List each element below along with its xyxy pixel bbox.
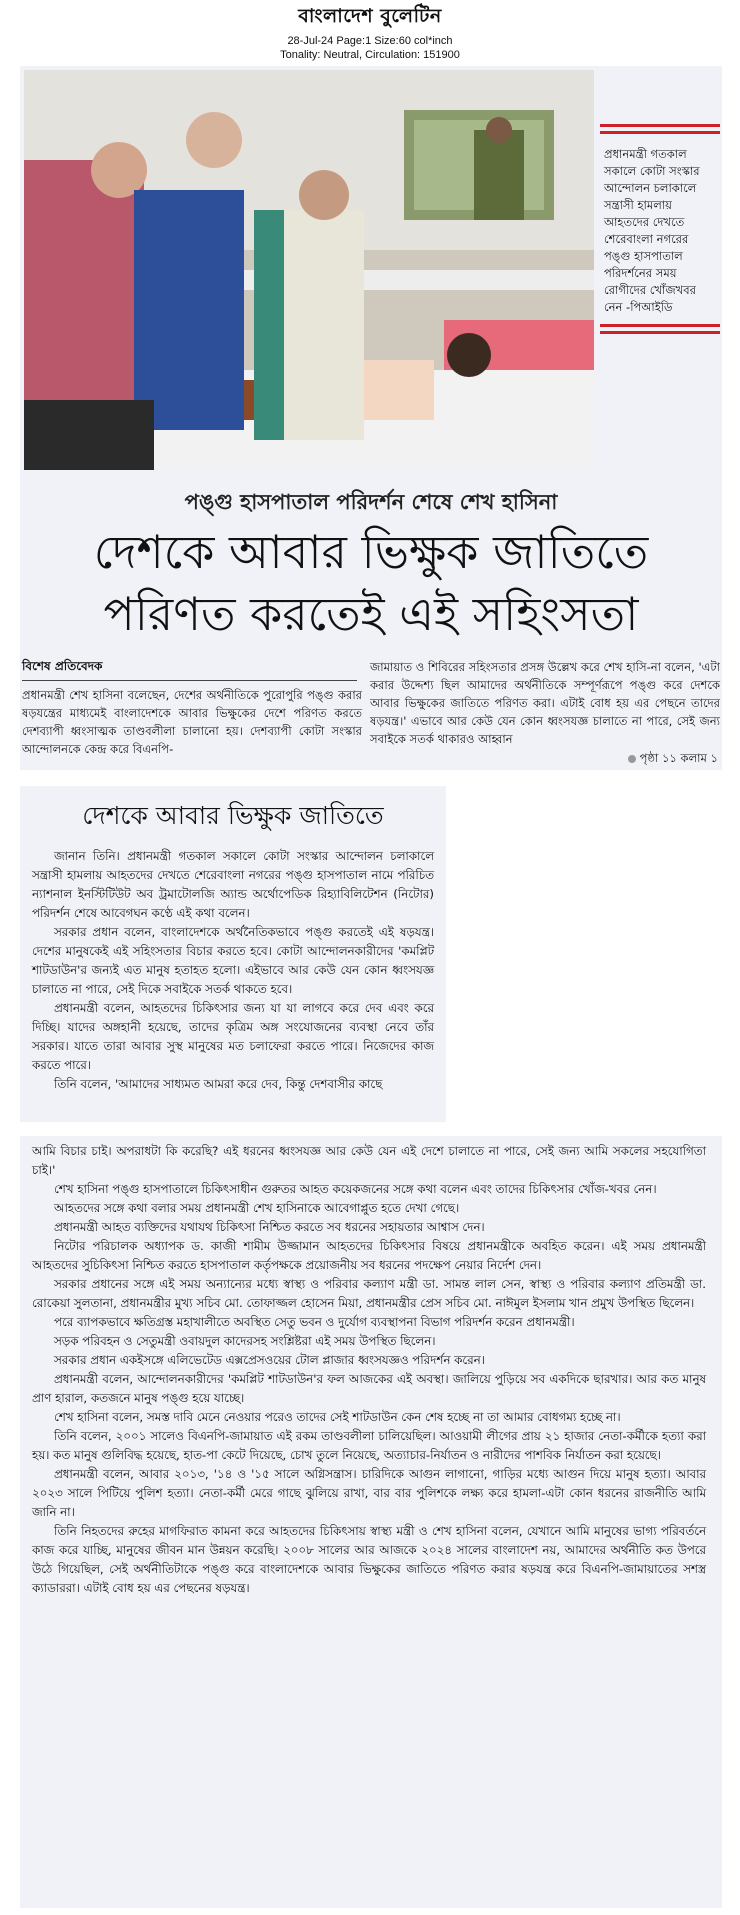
body-paragraph: আমি বিচার চাই। অপরাধটা কি করেছি? এই ধরনের ধ্বংসযজ্ঞ আর কেউ যেন এই দেশে চালাতে না পারে, সেই জন্য আমি সকলের সহযোগিতা চাই।' xyxy=(32,1144,706,1177)
body-paragraph: সরকার প্রধান একইসঙ্গে এলিভেটেড এক্সপ্রেসওয়ের টোল প্লাজার ধ্বংসযজ্ঞও পরিদর্শন করেন। xyxy=(54,1353,485,1367)
jump-body-continued xyxy=(20,1136,722,1598)
newspaper-logo: বাংলাদেশ বুলেটিন xyxy=(298,5,442,27)
photo-caption: প্রধানমন্ত্রী গতকাল সকালে কোটা সংস্কার আন্দোলন চলাকালে সন্ত্রাসী হামলায় আহতদের দেখতে শেরেবাংলা নগরের পঙ্গু হাসপাতাল পরিদর্শনের সময় রোগীদের খোঁজখবর নেন -পিআইডি xyxy=(604,147,700,314)
caption-rule xyxy=(600,124,720,127)
body-paragraph: পরে ব্যাপকভাবে ক্ষতিগ্রস্ত মহাখালীতে অবস্থিত সেতু ভবন ও দুর্যোগ ব্যবস্থাপনা বিভাগ পরিদর্শন করেন প্রধানমন্ত্রী। xyxy=(54,1315,575,1329)
headline-line: দেশকে আবার ভিক্ষুক জাতিতে xyxy=(93,525,649,579)
body-paragraph: সরকার প্রধানের সঙ্গে এই সময় অন্যান্যের মধ্যে স্বাস্থ্য ও পরিবার কল্যাণ মন্ত্রী ডা. সামন্ত লাল সেন, স্বাস্থ্য ও পরিবার কল্যাণ প্রতিমন্ত্রী ডা. রোকেয়া সুলতানা, প্রধানমন্ত্রীর মুখ্য সচিব মো. তোফাজ্জল হোসেন মিয়া, প্রধানমন্ত্রীর প্রেস সচিব মো. নাঈমুল ইসলাম খান প্রমুখ উপস্থিত ছিলেন। xyxy=(32,1277,706,1310)
lede-paragraph: প্রধানমন্ত্রী শেখ হাসিনা বলেছেন, দেশের অর্থনীতিকে পুরোপুরি পঙ্গু করার ষড়যন্ত্রের মাধ্যমেই বাংলাদেশকে আবার ভিক্ষুকের দেশে পরিণত করতে দেশব্যাপী ধ্বংসাত্মক তাণ্ডবলীলা চালানো হয়। দেশব্যাপী কোটা সংস্কার আন্দোলনকে কেন্দ্র করে বিএনপি- xyxy=(22,688,362,756)
body-paragraph: প্রধানমন্ত্রী বলেন, আহতদের চিকিৎসার জন্য যা যা লাগবে করে দেব এবং করে দিচ্ছি। যাদের অঙ্গহানী হয়েছে, তাদের কৃত্রিম অঙ্গ সংযোজনের ব্যবস্থা নেবে তাঁর সরকার। যাতে তারা আবার সুস্থ মানুষের মত চলাফেরা করতে পারে। নিজেদের কাজ করতে পারে। xyxy=(32,1001,434,1072)
body-paragraph: শেখ হাসিনা পঙ্গু হাসপাতালে চিকিৎসাধীন গুরুতর আহত কয়েকজনের সঙ্গে কথা বলেন এবং তাদের চিকিৎসার খোঁজ-খবর নেন। xyxy=(54,1182,657,1196)
caption-rule xyxy=(600,331,720,334)
headline-kicker: পঙ্গু হাসপাতাল পরিদর্শন শেষে শেখ হাসিনা xyxy=(184,490,558,514)
byline: বিশেষ প্রতিবেদক xyxy=(22,658,357,681)
body-paragraph: তিনি বলেন, ২০০১ সালেও বিএনপি-জামায়াত এই রকম তাণ্ডবলীলা চালিয়েছিল। আওয়ামী লীগের প্রায় ২১ হাজার নেতা-কর্মীকে হত্যা করা হয়। কত মানুষ গুলিবিদ্ধ হয়েছে, হাত-পা কেটে দিয়েছে, চোখ তুলে নিয়েছে, অত্যাচার-নির্যাতন ও নারীদের পাশবিক নির্যাতন করা হয়েছে। xyxy=(32,1429,706,1462)
body-paragraph: নিটোর পরিচালক অধ্যাপক ড. কাজী শামীম উজ্জামান আহতদের চিকিৎসার বিষয়ে প্রধানমন্ত্রীকে অবহিত করেন। এই সময় প্রধানমন্ত্রী আহতদের সুচিকিৎসা নিশ্চিত করতে হাসপাতাল কর্তৃপক্ষকে প্রয়োজনীয় সব ধরনের পদক্ষেপ নেয়ার নির্দেশ দেন। xyxy=(32,1239,706,1272)
lede-continued: জামায়াত ও শিবিরের সহিংসতার প্রসঙ্গ উল্লেখ করে শেখ হাসি-না বলেন, 'এটা করার উদ্দেশ্য ছিল আমাদের অর্থনীতিকে সম্পূর্ণরূপে পঙ্গু করে দেশকে আবার ভিক্ষুকের জাতিতে পরিণত করা। এটাই বোধ হয় এর পেছনে তাদের ষড়যন্ত্র।' এভাবে আর কেউ যেন কোন ধ্বংসযজ্ঞ চালাতে না পারে, সেই জন্য সবাইকে সতর্ক থাকারও আহ্বান xyxy=(370,660,720,746)
photo-caption-box xyxy=(600,124,720,338)
jump-page-clip xyxy=(20,786,446,1122)
body-paragraph: সরকার প্রধান বলেন, বাংলাদেশকে অর্থনৈতিকভাবে পঙ্গু করতেই এই ষড়যন্ত্র। দেশের মানুষকেই এই সহিংসতার বিচার করতে হবে। কোটা আন্দোলনকারীদের 'কমপ্লিট শাটডাউন'র জন্যই এত মানুষ হতাহত হলো। এইভাবে আর কেউ যেন কোন ধ্বংসযজ্ঞ চালাতে না পারে, সেই দিকে সবাইকে সতর্ক থাকতে হবে। xyxy=(32,925,434,996)
headline-line: পরিণত করতেই এই সহিংসতা xyxy=(103,587,639,641)
front-page-clip xyxy=(20,66,722,770)
jump-headline: দেশকে আবার ভিক্ষুক জাতিতে xyxy=(82,801,384,830)
clip-meta-line2: Tonality: Neutral, Circulation: 151900 xyxy=(280,49,460,61)
continued-on xyxy=(628,750,718,769)
jump-body xyxy=(20,847,446,1094)
jump-page-clip-continued xyxy=(20,1136,722,1908)
clip-meta-line1: 28-Jul-24 Page:1 Size:60 col*inch xyxy=(287,35,453,47)
news-photo xyxy=(24,70,594,470)
bullet-icon xyxy=(628,755,636,763)
body-paragraph: সড়ক পরিবহন ও সেতুমন্ত্রী ওবায়দুল কাদেরসহ সংশ্লিষ্টরা এই সময় উপস্থিত ছিলেন। xyxy=(54,1334,436,1348)
body-paragraph: প্রধানমন্ত্রী আহত ব্যক্তিদের যথাযথ চিকিৎসা নিশ্চিত করতে সব ধরনের সহায়তার আশ্বাস দেন। xyxy=(54,1220,485,1234)
body-paragraph: শেখ হাসিনা বলেন, সমস্ত দাবি মেনে নেওয়ার পরেও তাদের সেই শাটডাউন কেন শেষ হচ্ছে না তা আমার বোধগম্য হচ্ছে না। xyxy=(54,1410,621,1424)
continued-label: পৃষ্ঠা ১১ কলাম ১ xyxy=(639,751,718,765)
body-paragraph: আহতদের সঙ্গে কথা বলার সময় প্রধানমন্ত্রী শেখ হাসিনাকে আবেগাপ্লুত হতে দেখা গেছে। xyxy=(54,1201,460,1215)
headline xyxy=(20,521,722,645)
body-paragraph: প্রধানমন্ত্রী বলেন, আবার ২০১৩, '১৪ ও '১৫ সালে অগ্নিসন্ত্রাস। চারিদিকে আগুন লাগানো, গাড়ির মধ্যে আগুন দিয়ে মানুষ হত্যা। আবার ২০২৩ সালে পিটিয়ে পুলিশ হত্যা। নেতা-কর্মী মেরে গাছে ঝুলিয়ে রাখা, বার বার পুলিশকে লক্ষ্য করে হামলা-এটা কোন ধরনের রাজনীতি আমি জানি না। xyxy=(32,1467,706,1519)
body-paragraph: তিনি নিহতদের রুহের মাগফিরাত কামনা করে আহতদের চিকিৎসায় স্বাস্থ্য মন্ত্রী ও শেখ হাসিনা বলেন, যেখানে আমি মানুষের ভাগ্য পরিবর্তনে কাজ করে যাচ্ছি, মানুষের জীবন মান উন্নয়ন করেছি। ২০০৮ সালের আর আজকে ২০২৪ সালের বাংলাদেশ নয়, আমাদের অর্থনীতি কত উপরে উঠে গিয়েছিল, সেই অর্থনীতিটাকে পঙ্গু করে বাংলাদেশকে আবার ভিক্ষুকের জাতিতে পরিণত করার ষড়যন্ত্র করে বিএনপি-জামায়াতের সশস্ত্র ক্যাডাররা। এটাই বোধ হয় এর পেছনের ষড়যন্ত্র। xyxy=(32,1524,706,1595)
caption-rule xyxy=(600,324,720,327)
body-paragraph: প্রধানমন্ত্রী বলেন, আন্দোলনকারীদের 'কমপ্লিট শাটডাউন'র ফল আজকের এই অবস্থা। জালিয়ে পুড়িয়ে সব একদিকে ছারখার। আর কত মানুষ প্রাণ হারাল, কতজনে মানুষ পঙ্গু হয়ে যাচ্ছে। xyxy=(32,1372,706,1405)
body-paragraph: তিনি বলেন, 'আমাদের সাধ্যমত আমরা করে দেব, কিন্তু দেশবাসীর কাছে xyxy=(54,1077,383,1091)
masthead xyxy=(0,0,740,62)
caption-rule xyxy=(600,131,720,134)
body-paragraph: জানান তিনি। প্রধানমন্ত্রী গতকাল সকালে কোটা সংস্কার আন্দোলন চলাকালে সন্ত্রাসী হামলায় আহতদের দেখতে শেরেবাংলা নগরের পঙ্গু হাসপাতাল নামে পরিচিত ন্যাশনাল ইনস্টিটিউট অব ট্রমাটোলজি অ্যান্ড অর্থোপেডিক রিহ্যাবিলিটেশন (নিটোর) পরিদর্শন শেষে আবেগঘন কণ্ঠে এই কথা বলেন। xyxy=(32,849,434,920)
